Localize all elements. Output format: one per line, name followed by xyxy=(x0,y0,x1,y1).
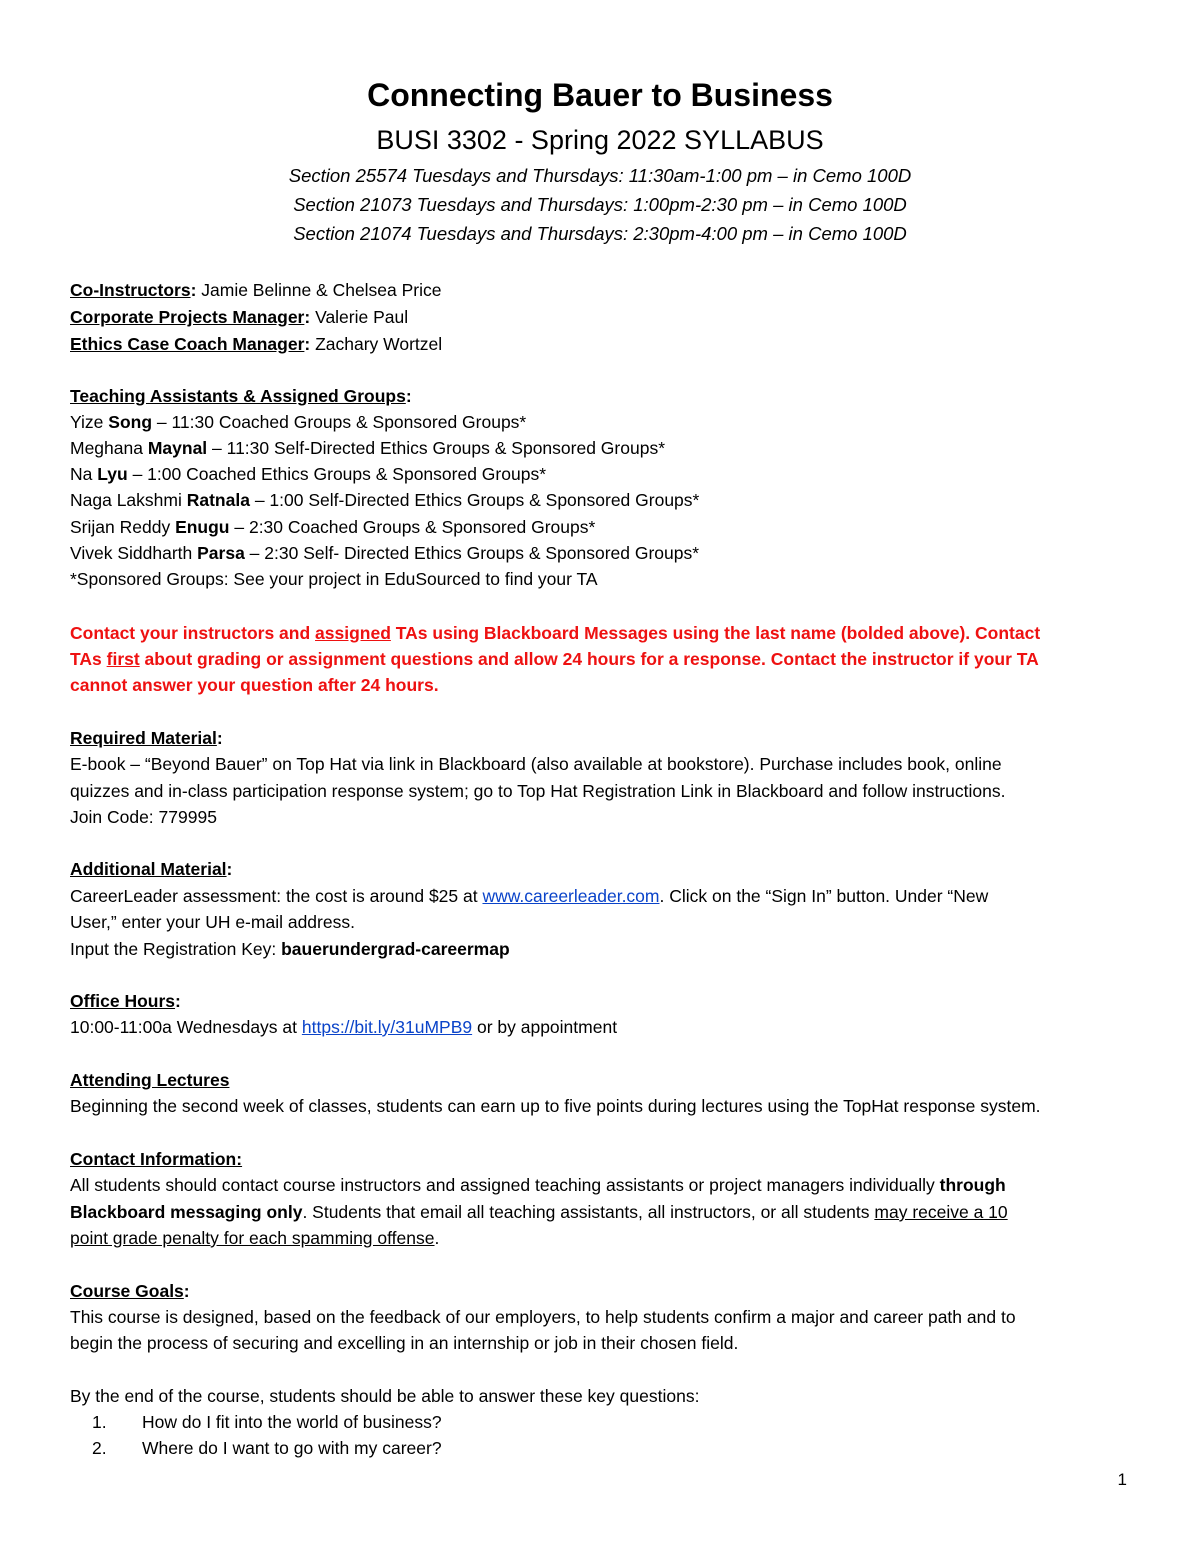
syllabus-page: Connecting Bauer to Business BUSI 3302 - Spring 2022 SYLLABUS Section 25574 Tuesdays and Thursdays: 11:30am-1:00 pm – in Cemo 100D Section 21073 Tuesdays and Thursdays: 1:00pm-2:30 pm – in Cemo 100D Section 21074 Tuesdays and Thursdays: 2:30pm-4:00 pm – in Cemo 100D Co-Instructors: Jamie Belinne & Chelsea Price Corporate Projects Manager: Valerie Paul Ethics Case Coach Manager: Zachary Wortzel Teaching Assistants & Assigned Groups: Yize Song – 11:30 Coached Groups & Sponsored Groups* Meghana Maynal – 11:30 Self-Directed Ethics Groups & Sponsored Groups* Na Lyu – 1:00 Coached Ethics Groups & Sponsored Groups* Naga Lakshmi Ratnala – 1:00 Self-Directed Ethics Groups & Sponsored Groups* Srijan Reddy Enugu – 2:30 Coached Groups & Sponsored Groups* Vivek Siddharth Parsa – 2:30 Self- Directed Ethics Groups & Sponsored Groups* *Sponsored Groups: See your project in EduSourced to find your TA Contact your instructors and assigned TAs using Blackboard Messages using the last name (bolded above). Contact TAs first about grading or assignment questions and allow 24 hours for a response. Contact the instructor if your TA cannot answer your question after 24 hours. Required Material: E-book – “Beyond Bauer” on Top Hat via link in Blackboard (also available at bookstore). Purchase includes book, online quizzes and in-class participation response system; go to Top Hat Registration Link in Blackboard and follow instructions. Join Code: 779995 Additional Material: CareerLeader assessment: the cost is around $25 at www.careerleader.com. Click on the “Sign In” button. Under “New User,” enter your UH e-mail address. Input the Registration Key: bauerundergrad-careermap Office Hours: 10:00-11:00a Wednesdays at https://bit.ly/31uMPB9 or by appointment Attending Lectures Beginning the second week of classes, students can earn up to five points during lectures using the TopHat response system. Contact Information: All students should contact course instructors and assigned teaching assistants or project managers individually through Blackboard messaging only. Students that email all teaching assistants, all instructors, or all students may receive a 10 point grade penalty for each spamming offense. Course Goals: This course is designed, based on the feedback of our employers, to help students confirm a major and career path and to begin the process of securing and excelling in an internship or job in their chosen field. By the end of the course, students should be able to answer these key questions: 1. How do I fit into the world of business? 2. Where do I want to go with my career? 1 xyxy=(0,0,1200,1553)
additional-heading: Additional Material: xyxy=(70,859,233,879)
ethics-manager-value: Zachary Wortzel xyxy=(310,334,443,354)
ta-item: Yize Song – 11:30 Coached Groups & Sponsored Groups* xyxy=(70,412,527,432)
goals-text: begin the process of securing and excelling in an internship or job in their chosen field. xyxy=(70,1333,739,1353)
registration-key-line: Input the Registration Key: bauerundergrad-careermap xyxy=(70,939,510,959)
contact-info-text: All students should contact course instructors and assigned teaching assistants or project managers individually through xyxy=(70,1175,1006,1195)
attending-heading: Attending Lectures xyxy=(70,1070,230,1090)
ta-item: Naga Lakshmi Ratnala – 1:00 Self-Directed Ethics Groups & Sponsored Groups* xyxy=(70,490,700,510)
contact-notice-line: TAs first about grading or assignment questions and allow 24 hours for a response. Contact the instructor if your TA xyxy=(70,649,1039,669)
page-number: 1 xyxy=(1117,1470,1127,1489)
ethics-manager-label: Ethics Case Coach Manager xyxy=(70,334,305,354)
ta-heading: Teaching Assistants & Assigned Groups: xyxy=(70,386,412,406)
contact-notice-line: cannot answer your question after 24 hours. xyxy=(70,675,439,695)
additional-text: User,” enter your UH e-mail address. xyxy=(70,912,355,932)
ta-item: Meghana Maynal – 11:30 Self-Directed Ethics Groups & Sponsored Groups* xyxy=(70,438,666,458)
required-heading: Required Material: xyxy=(70,728,223,748)
page-title: Connecting Bauer to Business xyxy=(367,77,833,113)
join-code: Join Code: 779995 xyxy=(70,807,217,827)
projects-manager-line: Corporate Projects Manager: Valerie Paul xyxy=(70,307,409,327)
ta-item: Na Lyu – 1:00 Coached Ethics Groups & Sponsored Groups* xyxy=(70,464,547,484)
co-instructors-value: Jamie Belinne & Chelsea Price xyxy=(196,280,442,300)
contact-info-text: Blackboard messaging only. Students that email all teaching assistants, all instructors, or all students may receive a 10 xyxy=(70,1202,1008,1222)
goals-questions-intro: By the end of the course, students should be able to answer these key questions: xyxy=(70,1386,700,1406)
careerleader-link[interactable]: www.careerleader.com xyxy=(482,886,660,906)
section-line: Section 25574 Tuesdays and Thursdays: 11:30am-1:00 pm – in Cemo 100D xyxy=(288,165,912,186)
contact-notice-line: Contact your instructors and assigned TAs using Blackboard Messages using the last name (bolded above). Contact xyxy=(70,623,1041,643)
section-line: Section 21074 Tuesdays and Thursdays: 2:30pm-4:00 pm – in Cemo 100D xyxy=(293,223,907,244)
contact-info-heading: Contact Information: xyxy=(70,1149,243,1169)
co-instructors-line: Co-Instructors: Jamie Belinne & Chelsea Price xyxy=(70,280,442,300)
co-instructors-label: Co-Instructors xyxy=(70,280,191,300)
attending-text: Beginning the second week of classes, students can earn up to five points during lectures using the TopHat response system. xyxy=(70,1096,1041,1116)
contact-info-text: point grade penalty for each spamming offense. xyxy=(70,1228,440,1248)
goals-text: This course is designed, based on the feedback of our employers, to help students confirm a major and career path and to xyxy=(70,1307,1016,1327)
office-hours-link[interactable]: https://bit.ly/31uMPB9 xyxy=(301,1017,473,1037)
office-hours-text: 10:00-11:00a Wednesdays at https://bit.ly/31uMPB9 or by appointment xyxy=(70,1017,618,1037)
goals-heading: Course Goals: xyxy=(70,1281,190,1301)
additional-text: CareerLeader assessment: the cost is around $25 at www.careerleader.com. Click on the “Sign In” button. Under “New xyxy=(70,886,989,906)
required-text: E-book – “Beyond Bauer” on Top Hat via link in Blackboard (also available at bookstore). Purchase includes book, online xyxy=(70,754,1002,774)
projects-manager-label: Corporate Projects Manager xyxy=(70,307,305,327)
section-line: Section 21073 Tuesdays and Thursdays: 1:00pm-2:30 pm – in Cemo 100D xyxy=(293,194,907,215)
ta-item: Vivek Siddharth Parsa – 2:30 Self- Directed Ethics Groups & Sponsored Groups* xyxy=(70,543,700,563)
registration-key: bauerundergrad-careermap xyxy=(281,939,510,959)
required-text: quizzes and in-class participation response system; go to Top Hat Registration Link in Blackboard and follow instructions. xyxy=(70,781,1006,801)
ethics-manager-line: Ethics Case Coach Manager: Zachary Wortzel xyxy=(70,334,443,354)
office-hours-heading: Office Hours: xyxy=(70,991,181,1011)
ta-item: Srijan Reddy Enugu – 2:30 Coached Groups & Sponsored Groups* xyxy=(70,517,596,537)
ta-heading-text: Teaching Assistants & Assigned Groups xyxy=(70,386,406,406)
ta-note: *Sponsored Groups: See your project in EduSourced to find your TA xyxy=(70,569,598,589)
projects-manager-value: Valerie Paul xyxy=(310,307,409,327)
page-subtitle: BUSI 3302 - Spring 2022 SYLLABUS xyxy=(376,125,824,155)
